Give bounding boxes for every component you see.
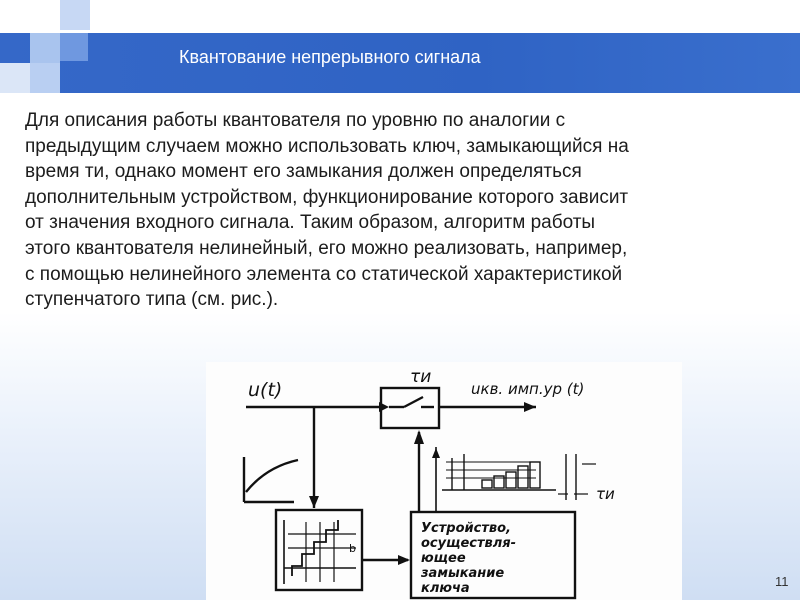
decor-square (30, 63, 60, 93)
decor-square (60, 33, 88, 61)
decor-square (0, 63, 30, 93)
body-line: дополнительным устройством, функционирование которого зависит (25, 186, 629, 208)
decor-square (60, 0, 90, 30)
slide-title: Квантование непрерывного сигнала (179, 47, 481, 67)
body-line: ступенчатого типа (см. рис.). (25, 289, 279, 311)
body-line: предыдущим случаем можно использовать ключ, замыкающийся на (25, 135, 629, 157)
body-text (25, 108, 800, 313)
tau-label-top: τи (410, 367, 432, 387)
body-line: от значения входного сигнала. Таким образом, алгоритм работы (25, 212, 596, 234)
body-line: Для описания работы квантователя по уровню по аналогии с (25, 110, 566, 131)
device-block-text: Устройство, осуществля- ющее замыкание ключа (421, 521, 517, 596)
body-line: с помощью нелинейного элемента со статической характеристикой (25, 263, 623, 285)
output-label: uкв. имп.ур (t) (471, 380, 585, 398)
body-line: этого квантователя нелинейный, его можно реализовать, например, (25, 237, 628, 259)
axis-label-b: b (349, 542, 356, 555)
decor-square (30, 33, 60, 63)
page-number: 11 (775, 574, 789, 589)
tau-label-right: τи (596, 485, 615, 503)
input-label: u(t) (248, 379, 283, 401)
quantizer-diagram (206, 362, 682, 600)
body-line: время ти, однако момент его замыкания должен определяться (25, 161, 582, 183)
